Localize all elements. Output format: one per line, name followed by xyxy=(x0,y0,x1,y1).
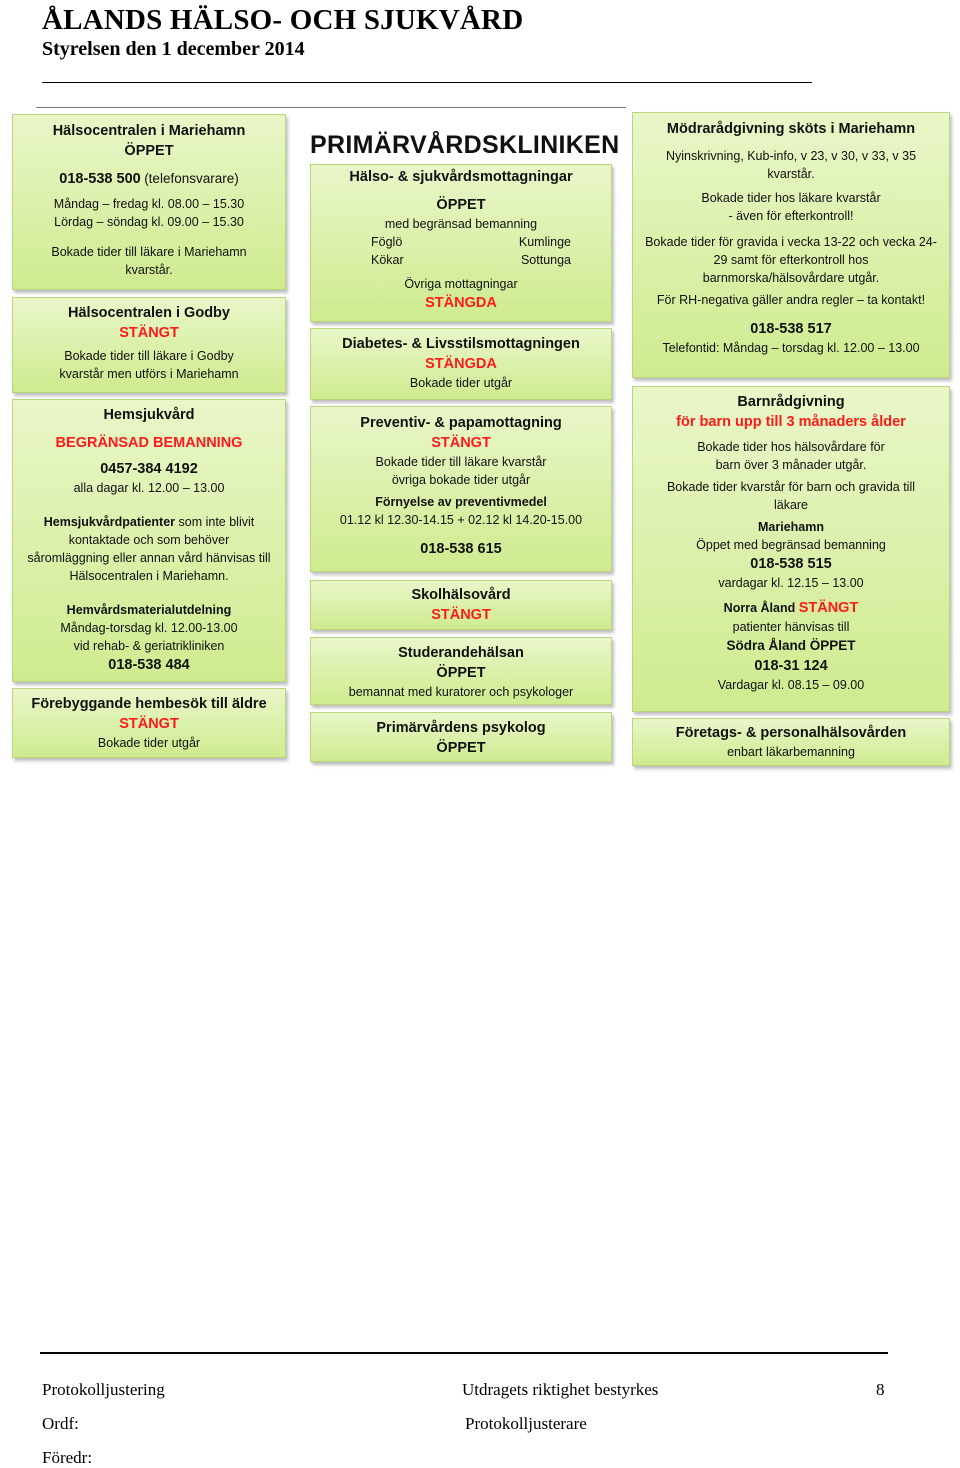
box-title: Hälso- & sjukvårdsmottagningar xyxy=(349,169,573,185)
status-open: ÖPPET xyxy=(124,143,174,159)
box-diabetes-livsstil xyxy=(310,328,612,400)
box-studerandehalsan xyxy=(310,637,612,705)
note-text: som inte blivit kontaktade och som behöver såromläggning eller annan vård hänvisas till Hälsocentralen i Mariehamn. xyxy=(27,515,271,583)
box-note: Bokade tider till läkare i Godby kvarstår men utförs i Mariehamn xyxy=(59,349,239,381)
footer-protokolljustering: Protokolljustering xyxy=(42,1380,165,1399)
box-preventiv-papa xyxy=(310,406,612,572)
location-norra-aland: Norra Åland xyxy=(723,601,796,615)
footer-rule xyxy=(40,1352,888,1354)
phone-number: 0457-384 4192 xyxy=(100,461,198,477)
box-note: Bokade tider utgår xyxy=(97,736,201,750)
status-closed: STÄNGT xyxy=(119,716,179,732)
status-closed: STÄNGT xyxy=(431,607,491,623)
box-modraradgivning xyxy=(632,112,950,378)
status-closed: STÄNGT xyxy=(431,435,491,451)
box-halso-sjukvardsmottagningar xyxy=(310,164,612,322)
image-top-rule xyxy=(36,107,626,108)
place-sottunga: Sottunga xyxy=(520,253,571,267)
status-closed: STÄNGT xyxy=(119,325,179,341)
box-primarvardens-psykolog xyxy=(310,712,612,762)
box-title: Mödrarådgivning sköts i Mariehamn xyxy=(666,121,916,137)
staffing-note: med begränsad bemanning xyxy=(384,217,538,231)
box-hemsjukvard xyxy=(12,399,286,682)
note-registration: Nyinskrivning, Kub-info, v 23, v 30, v 33, v 35 kvarstår. xyxy=(665,149,917,181)
note-other: övriga bokade tider utgår xyxy=(391,473,531,487)
box-forebyggande-hembesok xyxy=(12,688,286,758)
renewal-title: Förnyelse av preventivmedel xyxy=(375,495,547,509)
box-note: Bokade tider till läkare i Mariehamn kvarstår. xyxy=(51,245,247,277)
note-nurse: Bokade tider hos hälsovårdare för barn över 3 månader utgår. xyxy=(697,440,885,472)
location-sodra-aland: Södra Åland ÖPPET xyxy=(726,638,856,653)
document-title: ÅLANDS HÄLSO- OCH SJUKVÅRD xyxy=(42,4,524,36)
box-title: Hemsjukvård xyxy=(103,407,195,423)
note-doctors: Bokade tider kvarstår för barn och gravida till läkare xyxy=(666,480,916,512)
note-followup: - även för efterkontroll! xyxy=(728,209,854,223)
material-place: vid rehab- & geriatrikliniken xyxy=(73,639,225,653)
phone-number: 018-538 615 xyxy=(420,541,502,557)
box-title: Studerandehälsan xyxy=(398,645,524,661)
note-rh-negative: För RH-negativa gäller andra regler – ta kontakt! xyxy=(656,293,926,307)
place-kokar: Kökar xyxy=(371,253,404,267)
box-title: Hälsocentralen i Mariehamn xyxy=(52,123,246,139)
box-note: bemannat med kuratorer och psykologer xyxy=(348,685,574,699)
box-halsocentralen-godby xyxy=(12,297,286,393)
phone-number: 018-538 515 xyxy=(750,556,832,572)
place-kumlinge: Kumlinge xyxy=(518,235,571,249)
material-hours: Måndag-torsdag kl. 12.00-13.00 xyxy=(60,621,238,635)
status-open: ÖPPET xyxy=(436,197,486,213)
box-skolhalsovard xyxy=(310,580,612,630)
status-limited: BEGRÄNSAD BEMANNING xyxy=(55,435,243,451)
header-rule xyxy=(42,82,812,83)
other-clinics: Övriga mottagningar xyxy=(404,277,518,291)
material-phone: 018-538 484 xyxy=(108,657,190,673)
box-title: Hälsocentralen i Godby xyxy=(68,305,230,321)
clinic-title: PRIMÄRVÅRDSKLINIKEN xyxy=(310,131,620,159)
box-title: Preventiv- & papamottagning xyxy=(360,415,562,431)
status-open: ÖPPET xyxy=(436,740,486,756)
sodra-hours: Vardagar kl. 08.15 – 09.00 xyxy=(717,678,865,692)
mariehamn-status: Öppet med begränsad bemanning xyxy=(696,538,886,552)
box-title: Företags- & personalhälsovården xyxy=(675,725,907,741)
box-title: Barnrådgivning xyxy=(737,394,845,410)
phone-note: (telefonsvarare) xyxy=(144,171,239,186)
document-subtitle: Styrelsen den 1 december 2014 xyxy=(42,38,305,60)
note-doctors: Bokade tider till läkare kvarstår xyxy=(375,455,547,469)
phone-hours: alla dagar kl. 12.00 – 13.00 xyxy=(73,481,225,495)
footer-ordf: Ordf: xyxy=(42,1414,79,1433)
note-doctors: Bokade tider hos läkare kvarstår xyxy=(701,191,881,205)
note-bold: Hemsjukvårdpatienter xyxy=(43,515,176,529)
phone-hours: vardagar kl. 12.15 – 13.00 xyxy=(718,576,864,590)
hours-weekend: Lördag – söndag kl. 09.00 – 15.30 xyxy=(54,215,244,229)
phone-hours: Telefontid: Måndag – torsdag kl. 12.00 – 13.00 xyxy=(662,341,920,355)
phone-number: 018-538 517 xyxy=(750,321,832,337)
footer-utdragets-riktighet: Utdragets riktighet bestyrkes xyxy=(462,1380,659,1399)
footer-foredr: Föredr: xyxy=(42,1448,93,1467)
box-title: Skolhälsovård xyxy=(411,587,511,603)
box-note: enbart läkarbemanning xyxy=(727,745,855,759)
sodra-phone: 018-31 124 xyxy=(754,658,828,674)
note-pregnant: Bokade tider för gravida i vecka 13-22 och vecka 24-29 samt för efterkontroll hos barnmorska/hälsovårdare utgår. xyxy=(645,235,937,285)
box-title: Förebyggande hembesök till äldre xyxy=(31,696,267,712)
box-subtitle: för barn upp till 3 månaders ålder xyxy=(676,414,906,430)
footer-protokolljusterare: Protokolljusterare xyxy=(465,1414,587,1433)
status-closed: STÄNGDA xyxy=(425,295,497,311)
status-closed: STÄNGT xyxy=(798,600,859,616)
renewal-times: 01.12 kl 12.30-14.15 + 02.12 kl 14.20-15.00 xyxy=(339,513,583,527)
material-title: Hemvårdsmaterialutdelning xyxy=(66,603,232,617)
referral-note: patienter hänvisas till xyxy=(732,620,850,634)
page-number: 8 xyxy=(876,1380,885,1399)
status-closed: STÄNGDA xyxy=(425,356,497,372)
box-halsocentralen-mariehamn xyxy=(12,114,286,290)
box-foretagshalsovard xyxy=(632,718,950,766)
box-title: Diabetes- & Livsstilsmottagningen xyxy=(342,336,580,352)
phone-number: 018-538 500 xyxy=(59,171,141,187)
place-foglo: Föglö xyxy=(371,235,403,249)
status-open: ÖPPET xyxy=(436,665,486,681)
location-mariehamn: Mariehamn xyxy=(758,520,824,534)
box-title: Primärvårdens psykolog xyxy=(376,720,546,736)
hours-weekdays: Måndag – fredag kl. 08.00 – 15.30 xyxy=(53,197,245,211)
box-barnradgivning xyxy=(632,386,950,712)
box-note: Bokade tider utgår xyxy=(409,376,513,390)
